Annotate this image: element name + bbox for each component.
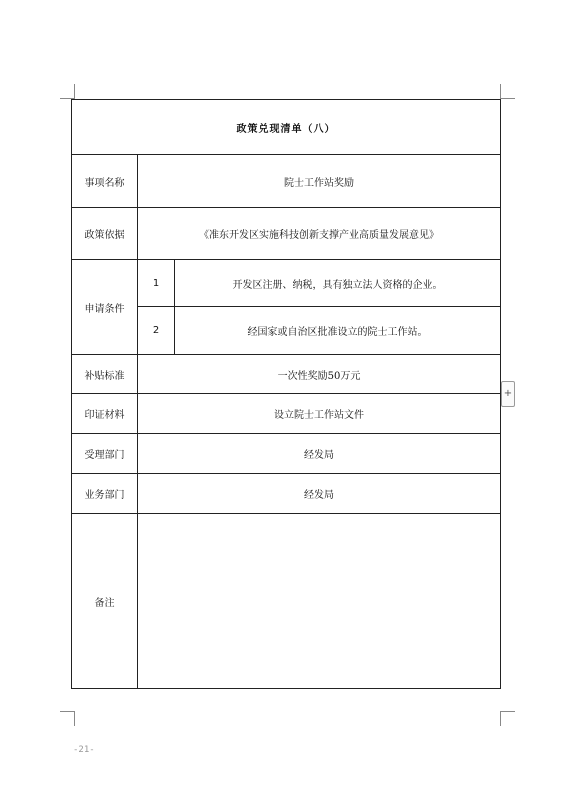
condition-text[interactable]: 经国家或自治区批准设立的院士工作站。 [175, 307, 501, 355]
crop-mark-bottom-right [500, 711, 515, 726]
policy-basis-value[interactable]: 《准东开发区实施科技创新支撑产业高质量发展意见》 [138, 208, 501, 260]
condition-number: 2 [138, 307, 175, 355]
business-dept-label: 业务部门 [72, 474, 138, 514]
accepting-dept-label: 受理部门 [72, 434, 138, 474]
page-number: -21- [73, 745, 95, 755]
materials-label: 印证材料 [72, 394, 138, 434]
item-name-value[interactable]: 院士工作站奖励 [138, 155, 501, 208]
table-row [72, 474, 501, 514]
title-row [72, 100, 501, 155]
crop-mark-bottom-left [60, 711, 75, 726]
table-title: 政策兑现清单（八） [72, 100, 501, 155]
table-row [72, 355, 501, 394]
item-name-label: 事项名称 [72, 155, 138, 208]
table-row [72, 394, 501, 434]
remarks-label: 备注 [72, 514, 138, 689]
policy-basis-label: 政策依据 [72, 208, 138, 260]
table-row [72, 208, 501, 260]
conditions-label: 申请条件 [72, 260, 138, 355]
materials-value[interactable]: 设立院士工作站文件 [138, 394, 501, 434]
subsidy-value[interactable]: 一次性奖励50万元 [138, 355, 501, 394]
condition-number: 1 [138, 260, 175, 307]
table-row [72, 434, 501, 474]
policy-table [71, 99, 500, 688]
crop-mark-top-left [60, 84, 75, 99]
crop-mark-top-right [500, 84, 515, 99]
subsidy-label: 补贴标准 [72, 355, 138, 394]
accepting-dept-value[interactable]: 经发局 [138, 434, 501, 474]
table-row [72, 260, 501, 307]
table-row [72, 514, 501, 689]
add-row-button[interactable]: + [501, 381, 515, 407]
remarks-value[interactable] [138, 514, 501, 689]
condition-text[interactable]: 开发区注册、纳税，具有独立法人资格的企业。 [175, 260, 501, 307]
business-dept-value[interactable]: 经发局 [138, 474, 501, 514]
policy-grid [71, 99, 501, 689]
table-row [72, 155, 501, 208]
